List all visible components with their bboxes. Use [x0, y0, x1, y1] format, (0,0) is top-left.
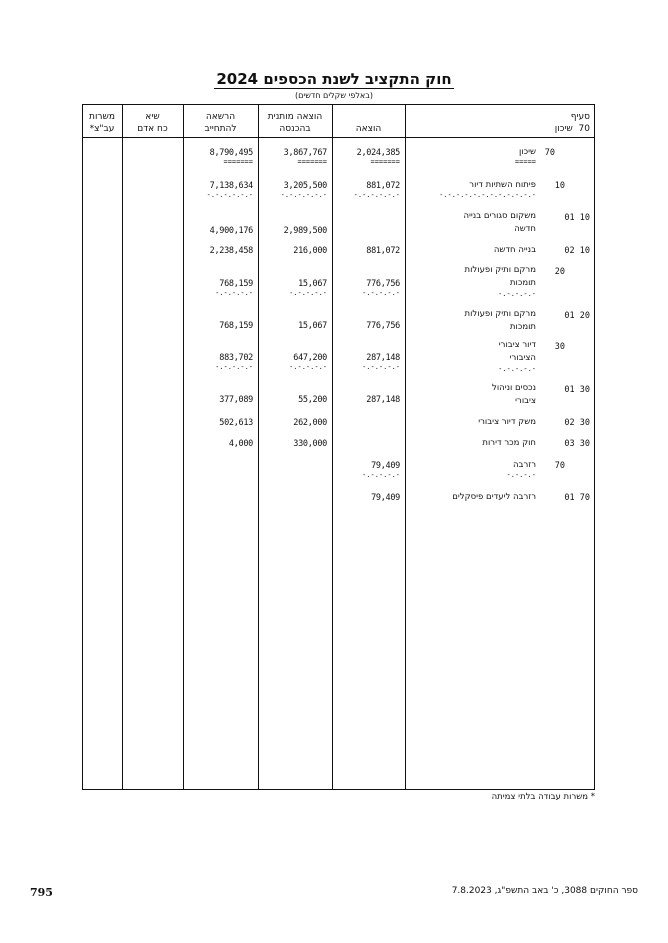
- row-label: משקום סגורים בנייה: [463, 211, 536, 221]
- row-code: 01 70: [564, 493, 590, 503]
- row-code: 10: [554, 181, 565, 191]
- commitment-value: 4,900,176: [209, 226, 253, 236]
- row-label: בנייה חדשה: [493, 245, 536, 255]
- row-label: רזרבה: [512, 460, 536, 470]
- value-underline: -.-.-.-.-.-: [280, 191, 327, 199]
- expense-value: 881,072: [366, 246, 400, 256]
- header-section: סעיף 70 שיכון: [554, 112, 590, 134]
- row-code: 70: [544, 148, 555, 158]
- expense-value: 881,072: [366, 181, 400, 191]
- value-underline: -.-.-.-.-: [215, 289, 253, 297]
- column-divider: [405, 104, 406, 790]
- footnote: * משרות עבודה בלתי צמיתה: [491, 792, 595, 802]
- row-code: 01 30: [564, 385, 590, 395]
- row-label: מרקם ותיק ופעולות: [464, 309, 536, 319]
- value-underline: -.-.-.-.-.-: [206, 191, 253, 199]
- header-expense: הוצאה: [355, 124, 382, 134]
- row-code: 03 30: [564, 439, 590, 449]
- conditional-value: 15,067: [298, 279, 327, 289]
- conditional-value: 647,200: [293, 353, 327, 363]
- commitment-value: 8,790,495: [209, 148, 253, 158]
- conditional-value: 2,989,500: [283, 226, 327, 236]
- expense-value: 287,148: [366, 353, 400, 363]
- column-divider: [332, 104, 333, 790]
- conditional-value: 216,000: [293, 246, 327, 256]
- row-code: 02 10: [564, 246, 590, 256]
- row-label: מרקם ותיק ופעולות: [464, 265, 536, 275]
- row-label: נכסים וניהול: [492, 383, 536, 393]
- conditional-value: 262,000: [293, 418, 327, 428]
- row-label-underline: -.-.-.-.-.-.-.-.-.-.-.-: [439, 191, 536, 199]
- commitment-value: 2,238,458: [209, 246, 253, 256]
- row-label: הציבורי: [509, 353, 536, 363]
- row-label: דיור ציבורי: [498, 340, 536, 350]
- header-divider: [82, 137, 595, 138]
- row-label-underline: -.-.-.-: [506, 471, 536, 479]
- conditional-value: 15,067: [298, 321, 327, 331]
- row-code: 30: [554, 342, 565, 352]
- expense-value: 776,756: [366, 279, 400, 289]
- value-underline: =======: [370, 158, 400, 166]
- column-divider: [122, 104, 123, 790]
- row-label-underline: =====: [514, 158, 536, 166]
- row-label: פיתוח השתיות דיור: [469, 180, 536, 190]
- page-title: חוק התקציב לשנת הכספים 2024: [216, 70, 452, 88]
- value-underline: -.-.-.-.-: [289, 363, 327, 371]
- row-code: 02 30: [564, 418, 590, 428]
- expense-value: 79,409: [371, 461, 400, 471]
- row-label-underline: -.-.-.-.-: [498, 365, 536, 373]
- commitment-value: 768,159: [219, 321, 253, 331]
- expense-value: 79,409: [371, 493, 400, 503]
- header-commitment: הרשאה להתחייב: [204, 112, 237, 134]
- commitment-value: 377,089: [219, 395, 253, 405]
- conditional-value: 330,000: [293, 439, 327, 449]
- row-label-underline: -.-.-.-.-: [498, 290, 536, 298]
- row-code: 01 20: [564, 311, 590, 321]
- conditional-value: 55,200: [298, 395, 327, 405]
- column-divider: [183, 104, 184, 790]
- conditional-value: 3,867,767: [283, 148, 327, 158]
- row-label: רזרבה ליעדים פיסקלים: [452, 492, 536, 502]
- value-underline: -.-.-.-.-.-: [353, 191, 400, 199]
- header-manpower: שיא כח אדם: [137, 112, 168, 134]
- row-label: חוק מכר דירות: [482, 438, 536, 448]
- value-underline: -.-.-.-.-: [362, 471, 400, 479]
- header-conditional-expense: הוצאה מותנית בהכנסה: [267, 112, 323, 134]
- row-label: חדשה: [514, 224, 536, 234]
- expense-value: 2,024,385: [356, 148, 400, 158]
- row-label: שיכון: [518, 147, 536, 157]
- value-underline: -.-.-.-.-: [215, 363, 253, 371]
- row-code: 01 10: [564, 213, 590, 223]
- header-jobs: משרות עב"צ*: [89, 112, 115, 134]
- commitment-value: 768,159: [219, 279, 253, 289]
- value-underline: -.-.-.-.-: [362, 363, 400, 371]
- row-label: ציבורי: [515, 396, 536, 406]
- expense-value: 287,148: [366, 395, 400, 405]
- commitment-value: 4,000: [228, 439, 253, 449]
- commitment-value: 7,138,634: [209, 181, 253, 191]
- expense-value: 776,756: [366, 321, 400, 331]
- row-code: 70: [554, 461, 565, 471]
- conditional-value: 3,205,500: [283, 181, 327, 191]
- commitment-value: 883,702: [219, 353, 253, 363]
- column-divider: [258, 104, 259, 790]
- row-code: 20: [554, 267, 565, 277]
- page-number: 795: [30, 886, 53, 899]
- value-underline: -.-.-.-.-: [362, 289, 400, 297]
- value-underline: -.-.-.-.-: [289, 289, 327, 297]
- row-label: משק דיור ציבורי: [478, 417, 536, 427]
- publication-footer: ספר החוקים 3088, כ' באב התשפ"ג, 7.8.2023: [451, 886, 638, 896]
- row-label: תומכות: [509, 278, 536, 288]
- value-underline: =======: [297, 158, 327, 166]
- page-subtitle: (באלפי שקלים חדשים): [295, 91, 373, 100]
- value-underline: =======: [223, 158, 253, 166]
- row-label: תומכות: [509, 322, 536, 332]
- commitment-value: 502,613: [219, 418, 253, 428]
